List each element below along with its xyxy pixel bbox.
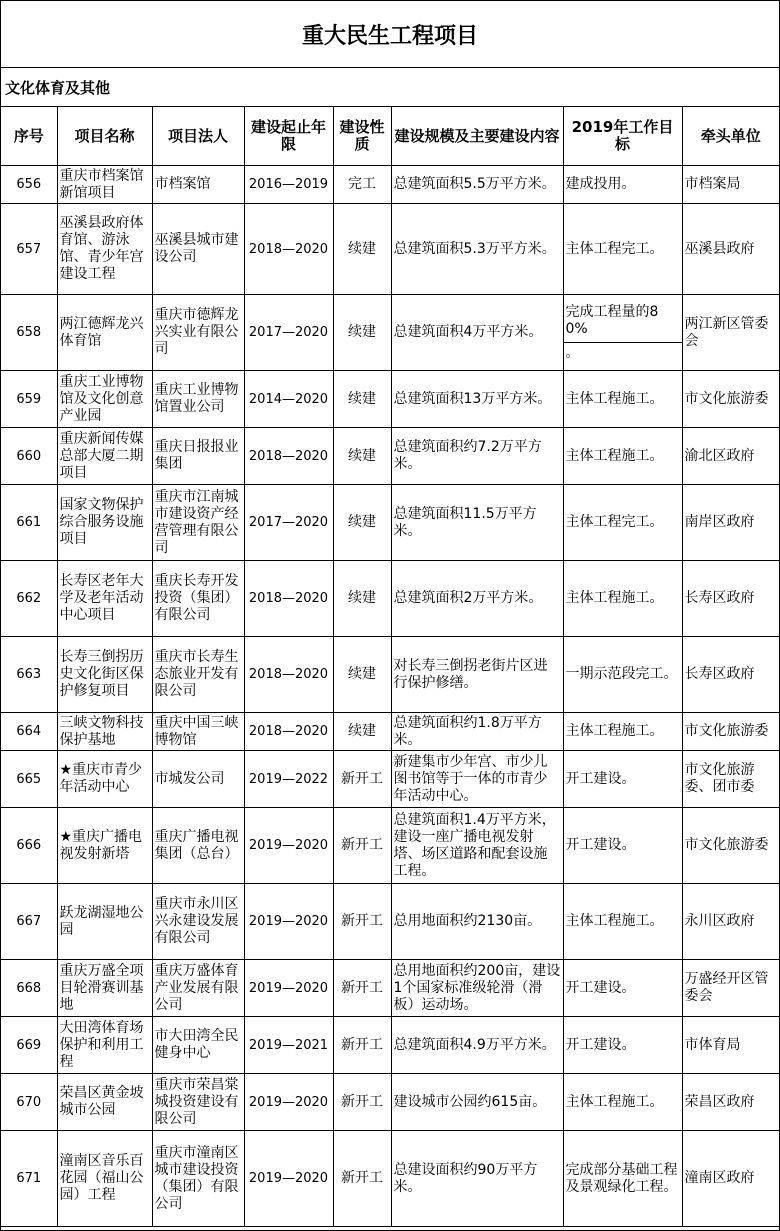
cell-scope: 总建筑面积13万平方米。 [391,371,563,428]
cell-seq: 671 [1,1131,57,1227]
cell-seq: 670 [1,1074,57,1131]
cell-years: 2019—2022 [244,751,333,808]
header-goal: 2019年工作目标 [563,107,682,166]
cell-nature: 新开工 [333,1074,391,1131]
cell-name: 荣昌区黄金坡城市公园 [57,1074,152,1131]
cell-nature: 新开工 [333,808,391,884]
cell-name: 潼南区音乐百花园（福山公园）工程 [57,1131,152,1227]
table-row [1,1074,779,1131]
cell-years: 2017—2020 [244,295,333,371]
cell-owner: 市城发公司 [152,751,244,808]
cell-nature: 续建 [333,637,391,713]
cell-goal: 开工建设。 [563,751,682,808]
cell-owner: 重庆市德辉龙兴实业有限公司 [152,295,244,371]
cell-scope: 新建集市少年宫、市少儿图书馆等于一体的市青少年活动中心。 [391,751,563,808]
cell-seq: 665 [1,751,57,808]
cell-goal: 主体工程施工。 [563,713,682,751]
cell-name: 跃龙湖湿地公园 [57,884,152,960]
cell-owner: 重庆广播电视集团（总台） [152,808,244,884]
cell-lead: 南岸区政府 [682,485,779,561]
cell-name: 长寿区老年大学及老年活动中心项目 [57,561,152,637]
cell-lead: 永川区政府 [682,884,779,960]
header-years: 建设起止年限 [244,107,333,166]
cell-years: 2017—2020 [244,485,333,561]
cell-owner: 重庆万盛体育产业发展有限公司 [152,960,244,1017]
cell-nature: 新开工 [333,1131,391,1227]
cell-years: 2018—2020 [244,204,333,295]
header-owner: 项目法人 [152,107,244,166]
cell-goal: 完成部分基础工程及景观绿化工程。 [563,1131,682,1227]
cell-goal: 主体工程施工。 [563,1074,682,1131]
cell-scope: 对长寿三倒拐老街片区进行保护修缮。 [391,637,563,713]
cell-lead: 长寿区政府 [682,561,779,637]
table-row [1,204,779,295]
cell-scope: 总建筑面积1.4万平方米，建设一座广播电视发射塔、场区道路和配套设施工程。 [391,808,563,884]
table-row [1,428,779,485]
cell-lead: 万盛经开区管委会 [682,960,779,1017]
cell-goal: 开工建设。 [563,960,682,1017]
table-row [1,485,779,561]
cell-owner: 重庆市永川区兴永建设发展有限公司 [152,884,244,960]
cell-years: 2019—2020 [244,884,333,960]
cell-seq: 666 [1,808,57,884]
cell-lead: 市文化旅游委、团市委 [682,751,779,808]
cell-scope: 总建筑面积约7.2万平方米。 [391,428,563,485]
cell-owner: 巫溪县城市建设公司 [152,204,244,295]
cell-lead: 渝北区政府 [682,428,779,485]
cell-goal: 主体工程完工。 [563,204,682,295]
cell-nature: 续建 [333,204,391,295]
cell-seq: 662 [1,561,57,637]
cell-owner: 重庆工业博物馆置业公司 [152,371,244,428]
cell-years: 2018—2020 [244,713,333,751]
cell-goal-extra: 。 [565,344,580,361]
cell-name: 巫溪县政府体育馆、游泳馆、青少年宫建设工程 [57,204,152,295]
cell-lead: 荣昌区政府 [682,1074,779,1131]
cell-years: 2018—2020 [244,428,333,485]
cell-lead: 市文化旅游委 [682,713,779,751]
cell-nature: 新开工 [333,751,391,808]
cell-goal: 主体工程施工。 [563,884,682,960]
cell-seq: 663 [1,637,57,713]
cell-owner: 重庆长寿开发投资（集团）有限公司 [152,561,244,637]
cell-seq: 657 [1,204,57,295]
table-row [1,371,779,428]
projects-table [1,107,779,1227]
cell-lead: 巫溪县政府 [682,204,779,295]
cell-goal: 主体工程施工。 [563,428,682,485]
cell-seq: 667 [1,884,57,960]
table-row [1,808,779,884]
table-row [1,637,779,713]
cell-goal: 开工建设。 [563,808,682,884]
cell-owner: 重庆市潼南区城市建设投资（集团）有限公司 [152,1131,244,1227]
cell-lead: 市文化旅游委 [682,371,779,428]
page-title: 重大民生工程项目 [1,1,779,68]
cell-scope: 总用地面积约200亩，建设1个国家标准级轮滑（滑板）运动场。 [391,960,563,1017]
cell-seq: 664 [1,713,57,751]
cell-nature: 续建 [333,428,391,485]
cell-years: 2016—2019 [244,166,333,204]
cell-name: 大田湾体育场保护和利用工程 [57,1017,152,1074]
cell-years: 2019—2020 [244,1074,333,1131]
cell-scope: 总建筑面积4.9万平方米。 [391,1017,563,1074]
cell-name: 两江德辉龙兴体育馆 [57,295,152,371]
cell-nature: 完工 [333,166,391,204]
section-heading: 文化体育及其他 [1,68,779,107]
cell-seq: 660 [1,428,57,485]
table-row [1,751,779,808]
cell-name: 重庆新闻传媒总部大厦二期项目 [57,428,152,485]
cell-name: ★重庆市青少年活动中心 [57,751,152,808]
cell-years: 2018—2020 [244,561,333,637]
cell-years: 2018—2020 [244,637,333,713]
cell-goal-text: 完成工程量的80% [564,304,682,343]
cell-lead: 两江新区管委会 [682,295,779,371]
cell-scope: 总用地面积约2130亩。 [391,884,563,960]
cell-years: 2019—2021 [244,1017,333,1074]
cell-nature: 新开工 [333,884,391,960]
cell-name: 国家文物保护综合服务设施项目 [57,485,152,561]
cell-goal [563,295,682,371]
cell-name: 三峡文物科技保护基地 [57,713,152,751]
cell-years: 2019—2020 [244,960,333,1017]
cell-nature: 续建 [333,371,391,428]
cell-scope: 总建筑面积5.5万平方米。 [391,166,563,204]
cell-goal: 一期示范段完工。 [563,637,682,713]
cell-scope: 总建筑面积2万平方米。 [391,561,563,637]
header-nature: 建设性质 [333,107,391,166]
cell-name: ★重庆广播电视发射新塔 [57,808,152,884]
cell-goal: 建成投用。 [563,166,682,204]
cell-owner: 重庆市荣昌棠城投资建设有限公司 [152,1074,244,1131]
cell-nature: 新开工 [333,960,391,1017]
cell-goal: 主体工程完工。 [563,485,682,561]
cell-scope: 建设城市公园约615亩。 [391,1074,563,1131]
table-row [1,713,779,751]
cell-scope: 总建设面积约90万平方米。 [391,1131,563,1227]
cell-years: 2019—2020 [244,1131,333,1227]
cell-years: 2019—2020 [244,808,333,884]
table-row [1,166,779,204]
cell-name: 重庆工业博物馆及文化创意产业园 [57,371,152,428]
cell-seq: 669 [1,1017,57,1074]
table-row [1,561,779,637]
cell-seq: 658 [1,295,57,371]
table-row [1,960,779,1017]
cell-name: 重庆万盛全项目轮滑赛训基地 [57,960,152,1017]
cell-owner: 市大田湾全民健身中心 [152,1017,244,1074]
header-name: 项目名称 [57,107,152,166]
cell-name: 长寿三倒拐历史文化街区保护修复项目 [57,637,152,713]
cell-nature: 续建 [333,485,391,561]
header-row [1,107,779,166]
cell-nature: 续建 [333,561,391,637]
cell-scope: 总建筑面积4万平方米。 [391,295,563,371]
cell-years: 2014—2020 [244,371,333,428]
table-row [1,884,779,960]
cell-owner: 重庆市长寿生态旅业开发有限公司 [152,637,244,713]
cell-goal: 主体工程施工。 [563,561,682,637]
cell-owner: 市档案馆 [152,166,244,204]
cell-scope: 总建筑面积约1.8万平方米。 [391,713,563,751]
table-row [1,295,779,371]
cell-goal: 开工建设。 [563,1017,682,1074]
cell-scope: 总建筑面积5.3万平方米。 [391,204,563,295]
header-scope: 建设规模及主要建设内容 [391,107,563,166]
cell-lead: 长寿区政府 [682,637,779,713]
cell-seq: 659 [1,371,57,428]
cell-name: 重庆市档案馆新馆项目 [57,166,152,204]
cell-lead: 市档案局 [682,166,779,204]
cell-lead: 潼南区政府 [682,1131,779,1227]
cell-nature: 续建 [333,713,391,751]
cell-goal: 主体工程施工。 [563,371,682,428]
cell-scope: 总建筑面积11.5万平方米。 [391,485,563,561]
cell-lead: 市文化旅游委 [682,808,779,884]
cell-seq: 656 [1,166,57,204]
cell-seq: 668 [1,960,57,1017]
header-seq: 序号 [1,107,57,166]
header-lead: 牵头单位 [682,107,779,166]
cell-nature: 新开工 [333,1017,391,1074]
cell-owner: 重庆日报报业集团 [152,428,244,485]
table-row [1,1131,779,1227]
cell-nature: 续建 [333,295,391,371]
table-row [1,1017,779,1074]
cell-seq: 661 [1,485,57,561]
cell-owner: 重庆市江南城市建设资产经营管理有限公司 [152,485,244,561]
cell-owner: 重庆中国三峡博物馆 [152,713,244,751]
cell-lead: 市体育局 [682,1017,779,1074]
